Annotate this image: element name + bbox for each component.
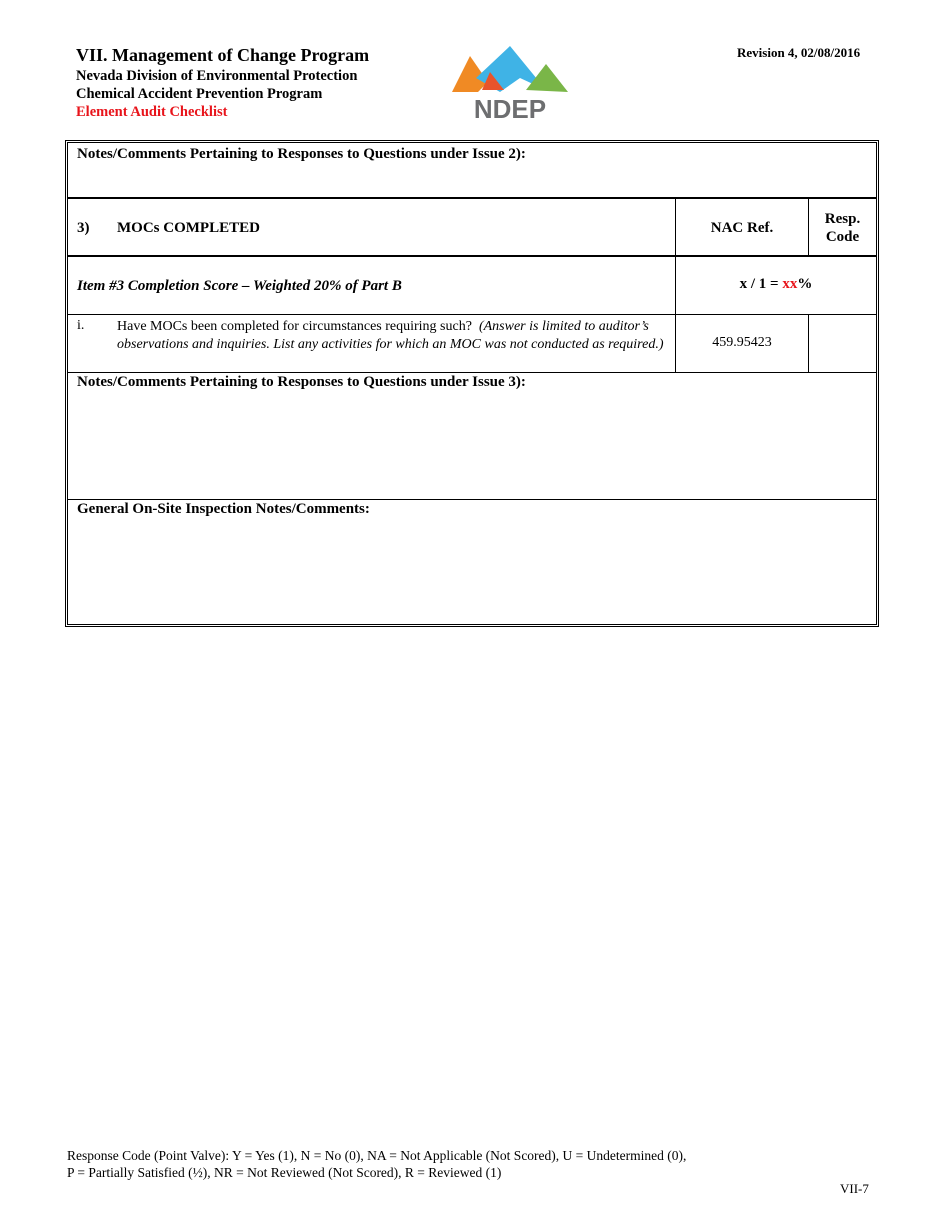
nac-ref-header-text: NAC Ref. <box>710 220 774 236</box>
resp-code-header-text: Resp. Code <box>824 211 861 245</box>
score-row <box>68 257 876 315</box>
page-number: VII-7 <box>840 1181 869 1196</box>
question-resp-cell[interactable] <box>809 315 876 372</box>
section3-number: 3) <box>77 220 90 236</box>
footer-legend-line2: P = Partially Satisfied (½), NR = Not Reviewed (Not Scored), R = Reviewed (1) <box>67 1165 502 1180</box>
question-nac-ref: 459.95423 <box>712 335 772 350</box>
question-cell <box>68 315 676 372</box>
score-label-cell <box>68 257 676 314</box>
general-notes-row[interactable] <box>68 500 876 624</box>
audit-table <box>65 140 879 627</box>
score-label: Item #3 Completion Score – Weighted 20% of Part B <box>77 278 402 294</box>
question-text: Have MOCs been completed for circumstances requiring such? (Answer is limited to auditor’s observations and inquiries. List any activities for which an MOC was not conducted as required.) <box>117 319 664 352</box>
section3-header-row <box>68 199 876 257</box>
general-notes-label: General On-Site Inspection Notes/Comments: <box>77 501 370 517</box>
notes-issue2-label: Notes/Comments Pertaining to Responses to Questions under Issue 2): <box>77 146 526 162</box>
question-index: i. <box>77 318 85 333</box>
logo-text: NDEP <box>473 94 547 122</box>
ndep-logo <box>450 42 570 122</box>
footer-legend-line1: Response Code (Point Valve): Y = Yes (1), N = No (0), NA = Not Applicable (Not Scored), U = Undetermined (0), <box>67 1148 687 1163</box>
notes-issue3-row[interactable] <box>68 373 876 500</box>
section3-title: MOCs COMPLETED <box>117 220 260 236</box>
program-name: Chemical Accident Prevention Program <box>76 86 323 102</box>
agency-name: Nevada Division of Environmental Protection <box>76 68 358 84</box>
notes-issue3-label: Notes/Comments Pertaining to Responses to Questions under Issue 3): <box>77 374 526 390</box>
notes-issue2-row <box>68 143 876 199</box>
section-title: VII. Management of Change Program <box>76 45 370 65</box>
nac-ref-header <box>676 199 809 255</box>
section3-title-cell <box>68 199 676 255</box>
question-note: (Answer is limited to auditor’s observations and inquiries. List any activities for which an MOC was not conducted as required.) <box>117 319 664 352</box>
score-formula-cell <box>676 257 876 314</box>
revision-date: Revision 4, 02/08/2016 <box>737 45 861 60</box>
resp-code-header <box>809 199 876 255</box>
question-row <box>68 315 876 373</box>
question-nac-cell <box>676 315 809 372</box>
checklist-name: Element Audit Checklist <box>76 104 228 120</box>
score-formula: x / 1 = xx% <box>739 276 813 292</box>
score-value: xx <box>782 276 798 292</box>
